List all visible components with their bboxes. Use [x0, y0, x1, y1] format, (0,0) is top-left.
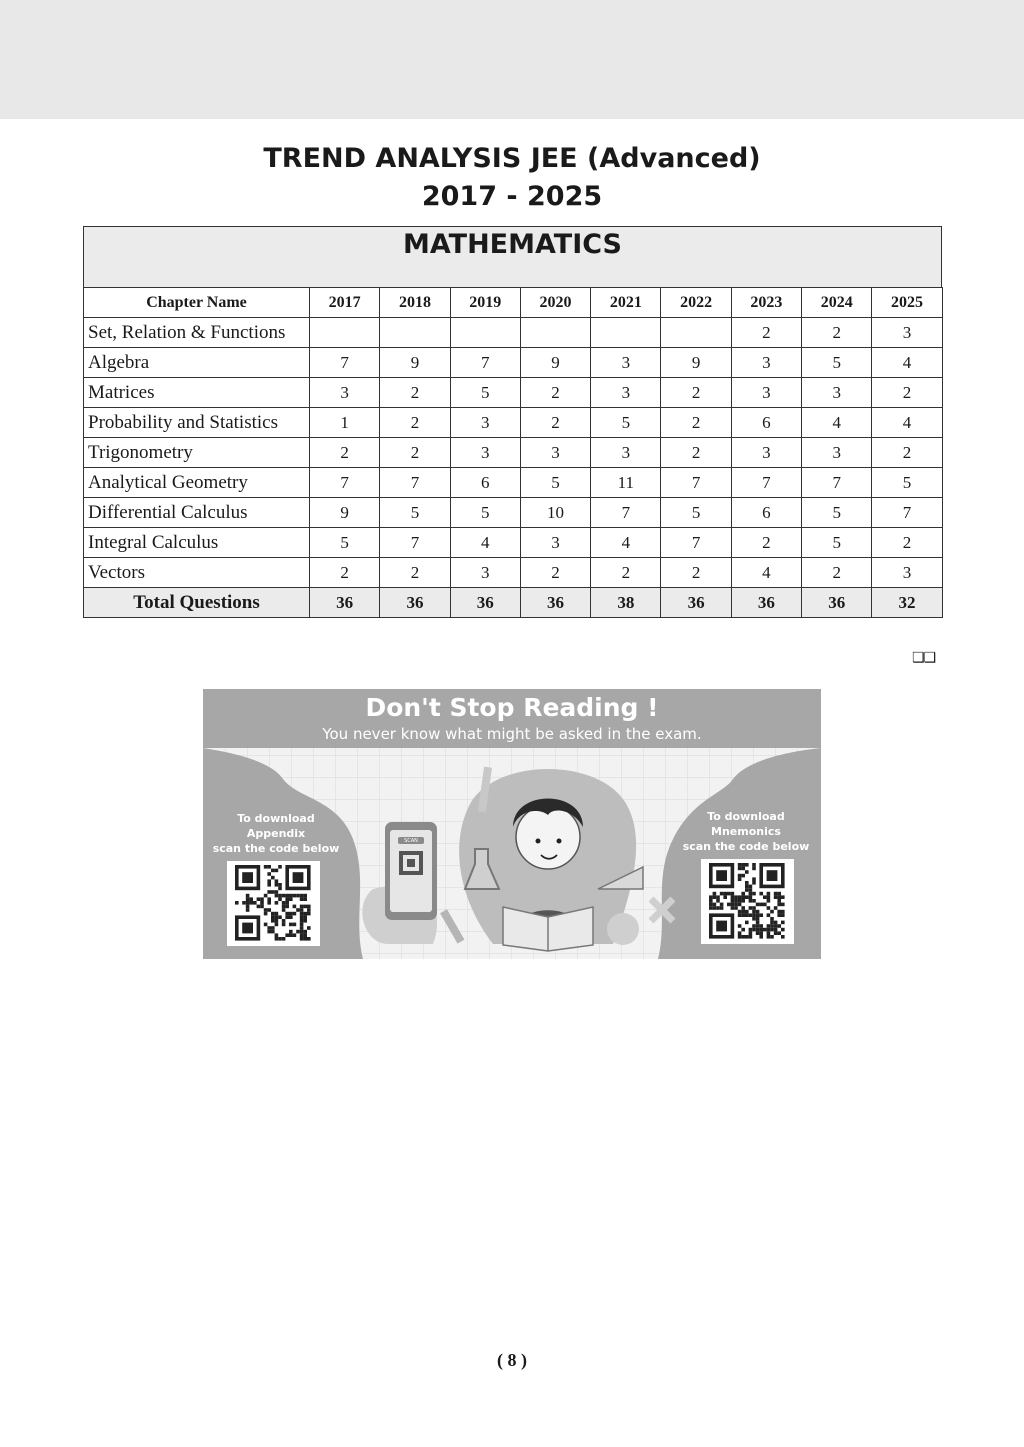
count-cell: 3 [450, 558, 520, 588]
column-header-year: 2021 [591, 288, 661, 318]
count-cell [450, 318, 520, 348]
column-header-year: 2025 [872, 288, 942, 318]
table-row [84, 318, 943, 348]
count-cell: 6 [731, 408, 801, 438]
table-row [84, 408, 943, 438]
page-title [0, 140, 1024, 216]
count-cell: 3 [591, 348, 661, 378]
count-cell: 1 [310, 408, 380, 438]
count-cell: 2 [520, 408, 590, 438]
table-row [84, 498, 943, 528]
total-count-cell: 36 [661, 588, 731, 618]
count-cell [380, 318, 450, 348]
count-cell: 10 [520, 498, 590, 528]
count-cell: 5 [450, 498, 520, 528]
count-cell: 5 [380, 498, 450, 528]
subject-heading: MATHEMATICS [83, 226, 942, 287]
count-cell: 2 [661, 408, 731, 438]
right-caption-line-2: Mnemonics [711, 825, 781, 838]
count-cell: 9 [520, 348, 590, 378]
count-cell: 2 [380, 378, 450, 408]
count-cell: 7 [591, 498, 661, 528]
left-qr-caption [211, 811, 341, 856]
count-cell: 3 [731, 438, 801, 468]
count-cell: 3 [450, 408, 520, 438]
count-cell: 3 [310, 378, 380, 408]
count-cell: 11 [591, 468, 661, 498]
count-cell: 5 [661, 498, 731, 528]
column-header-year: 2017 [310, 288, 380, 318]
count-cell: 5 [802, 498, 872, 528]
header-row [84, 288, 943, 318]
phone-scan-label: SCAN [404, 838, 418, 844]
count-cell: 2 [591, 558, 661, 588]
count-cell: 7 [450, 348, 520, 378]
count-cell: 2 [731, 528, 801, 558]
count-cell: 2 [520, 378, 590, 408]
chapter-name-cell: Trigonometry [84, 438, 310, 468]
count-cell: 2 [802, 558, 872, 588]
left-caption-line-2: Appendix [246, 827, 306, 840]
count-cell: 2 [380, 438, 450, 468]
count-cell: 6 [731, 498, 801, 528]
count-cell: 2 [310, 438, 380, 468]
left-caption-line-3: scan the code below [212, 842, 340, 855]
count-cell: 3 [872, 558, 942, 588]
count-cell: 5 [591, 408, 661, 438]
total-count-cell: 32 [872, 588, 942, 618]
count-cell: 2 [661, 558, 731, 588]
count-cell: 2 [802, 318, 872, 348]
count-cell [520, 318, 590, 348]
count-cell: 6 [450, 468, 520, 498]
column-header-year: 2019 [450, 288, 520, 318]
count-cell: 2 [380, 408, 450, 438]
count-cell: 2 [872, 528, 942, 558]
count-cell: 2 [872, 378, 942, 408]
count-cell: 5 [802, 528, 872, 558]
count-cell: 9 [310, 498, 380, 528]
top-band [0, 0, 1024, 119]
total-count-cell: 36 [450, 588, 520, 618]
count-cell: 2 [310, 558, 380, 588]
column-header-year: 2018 [380, 288, 450, 318]
count-cell: 2 [661, 438, 731, 468]
count-cell: 5 [520, 468, 590, 498]
count-cell: 7 [380, 528, 450, 558]
count-cell: 2 [661, 378, 731, 408]
appendix-qr-code[interactable] [227, 861, 320, 946]
trend-table [83, 226, 942, 618]
count-cell: 4 [731, 558, 801, 588]
count-cell: 2 [380, 558, 450, 588]
count-cell: 5 [872, 468, 942, 498]
count-cell: 4 [802, 408, 872, 438]
count-cell: 3 [731, 348, 801, 378]
chapter-name-cell: Set, Relation & Functions [84, 318, 310, 348]
total-row [84, 588, 943, 618]
count-cell: 7 [731, 468, 801, 498]
count-cell: 9 [661, 348, 731, 378]
table-body [84, 318, 943, 618]
count-cell: 3 [520, 528, 590, 558]
count-cell [661, 318, 731, 348]
qr-code-icon [701, 859, 794, 944]
total-count-cell: 36 [380, 588, 450, 618]
count-cell: 3 [520, 438, 590, 468]
count-cell: 3 [802, 378, 872, 408]
chapter-name-cell: Vectors [84, 558, 310, 588]
right-caption-line-3: scan the code below [682, 840, 810, 853]
count-cell: 7 [802, 468, 872, 498]
end-mark: ❑❑ [912, 650, 936, 666]
count-cell: 5 [802, 348, 872, 378]
chapter-name-cell: Algebra [84, 348, 310, 378]
banner-title: Don't Stop Reading ! [365, 693, 659, 722]
column-header-year: 2022 [661, 288, 731, 318]
chapter-name-cell: Analytical Geometry [84, 468, 310, 498]
count-cell: 7 [872, 498, 942, 528]
count-cell [310, 318, 380, 348]
chapter-name-cell: Differential Calculus [84, 498, 310, 528]
title-line-2: 2017 - 2025 [421, 181, 603, 212]
column-header-year: 2024 [802, 288, 872, 318]
count-cell: 3 [802, 438, 872, 468]
chapter-name-cell: Matrices [84, 378, 310, 408]
mnemonics-qr-code[interactable] [701, 859, 794, 944]
count-cell: 3 [450, 438, 520, 468]
total-label-cell: Total Questions [84, 588, 310, 618]
total-count-cell: 36 [310, 588, 380, 618]
table-row [84, 438, 943, 468]
count-cell: 4 [872, 348, 942, 378]
count-cell: 2 [872, 438, 942, 468]
table-row [84, 558, 943, 588]
count-cell: 5 [450, 378, 520, 408]
count-cell: 7 [661, 528, 731, 558]
count-cell [591, 318, 661, 348]
left-caption-line-1: To download [237, 812, 315, 825]
column-header-year: 2020 [520, 288, 590, 318]
count-cell: 7 [380, 468, 450, 498]
table-row [84, 468, 943, 498]
count-cell: 4 [591, 528, 661, 558]
right-qr-caption [681, 809, 811, 854]
right-caption-line-1: To download [707, 810, 785, 823]
count-cell: 3 [591, 438, 661, 468]
count-cell: 2 [520, 558, 590, 588]
count-cell: 7 [310, 468, 380, 498]
column-header-chapter: Chapter Name [84, 288, 310, 318]
table-row [84, 528, 943, 558]
chapter-name-cell: Probability and Statistics [84, 408, 310, 438]
count-cell: 4 [450, 528, 520, 558]
total-count-cell: 38 [591, 588, 661, 618]
total-count-cell: 36 [731, 588, 801, 618]
trend-table-grid [83, 287, 943, 618]
count-cell: 2 [731, 318, 801, 348]
count-cell: 7 [310, 348, 380, 378]
qr-code-icon [227, 861, 320, 946]
count-cell: 3 [731, 378, 801, 408]
banner-header [203, 689, 821, 748]
total-count-cell: 36 [802, 588, 872, 618]
count-cell: 3 [872, 318, 942, 348]
table-row [84, 378, 943, 408]
chapter-name-cell: Integral Calculus [84, 528, 310, 558]
count-cell: 4 [872, 408, 942, 438]
promo-banner [203, 689, 821, 959]
page-number: ( 8 ) [497, 1350, 527, 1370]
title-line-1: TREND ANALYSIS JEE (Advanced) [263, 143, 761, 174]
count-cell: 5 [310, 528, 380, 558]
column-header-year: 2023 [731, 288, 801, 318]
count-cell: 7 [661, 468, 731, 498]
count-cell: 3 [591, 378, 661, 408]
total-count-cell: 36 [520, 588, 590, 618]
count-cell: 9 [380, 348, 450, 378]
banner-subtitle: You never know what might be asked in the exam. [322, 725, 702, 743]
table-row [84, 348, 943, 378]
